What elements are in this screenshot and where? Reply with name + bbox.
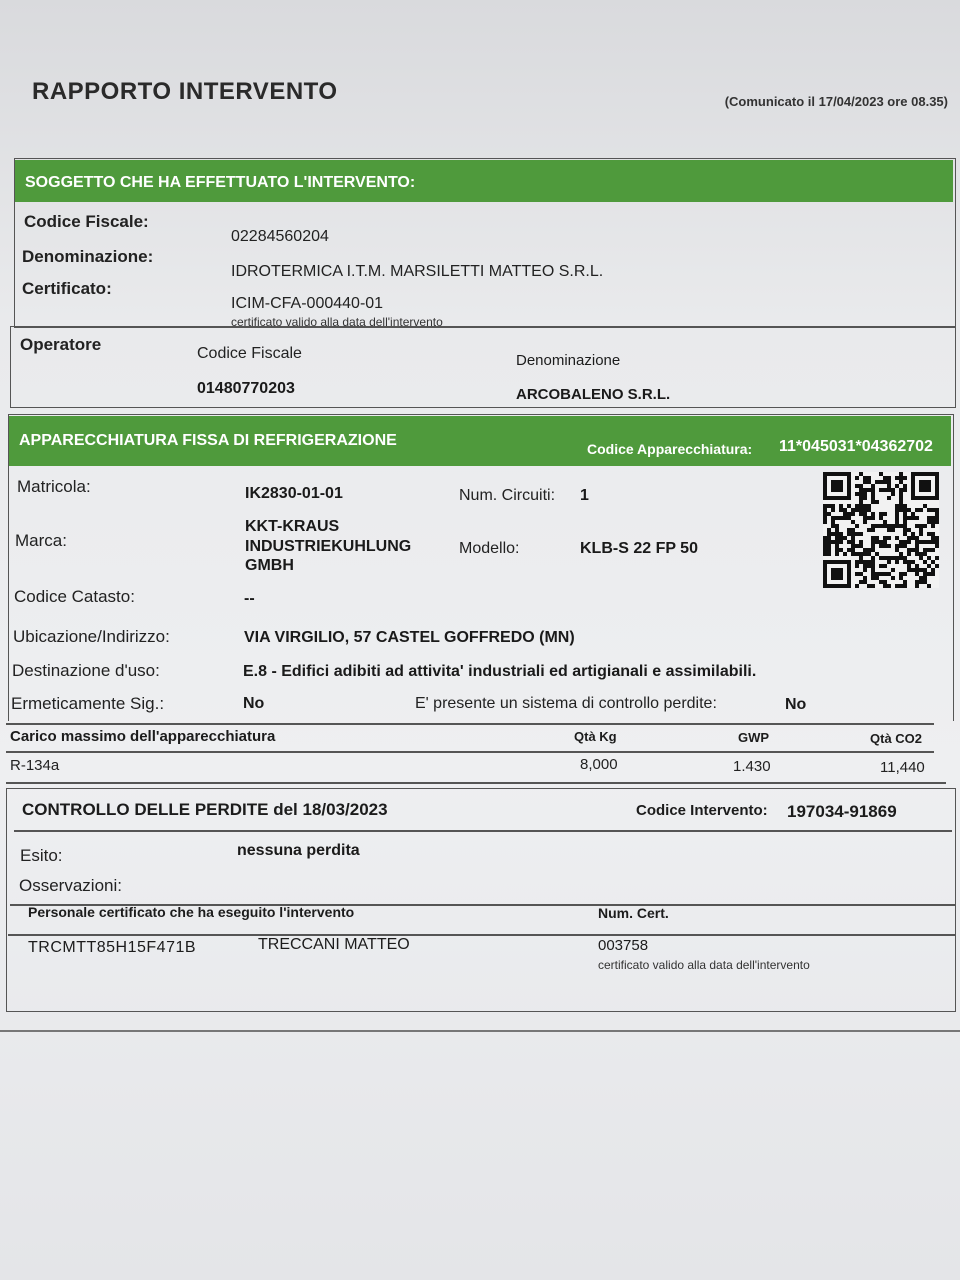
personale-cert-note: certificato valido alla data dell'intervento [598, 958, 810, 972]
equipment-code-label: Codice Apparecchiatura: [587, 441, 753, 457]
controllo-perdite-value: No [785, 696, 807, 713]
marca-line-2: INDUSTRIEKUHLUNG [245, 538, 412, 555]
operatore-box [10, 326, 956, 408]
carico-header-kg: Qtà Kg [574, 729, 617, 744]
cf-value: 02284560204 [231, 228, 329, 245]
page-bottom-rule [0, 1030, 960, 1032]
carico-kg: 8,000 [580, 756, 618, 773]
subject-title: SOGGETTO CHE HA EFFETTUATO L'INTERVENTO: [25, 174, 416, 191]
carico-header-co2: Qtà CO2 [870, 731, 923, 746]
communicated-date: (Comunicato il 17/04/2023 ore 08.35) [724, 94, 948, 109]
ubicazione-value: VIA VIRGILIO, 57 CASTEL GOFFREDO (MN) [244, 629, 575, 646]
equipment-title: APPARECCHIATURA FISSA DI REFRIGERAZIONE [19, 432, 397, 449]
controllo-title: CONTROLLO DELLE PERDITE del 18/03/2023 [22, 800, 388, 819]
catasto-label: Codice Catasto: [14, 587, 135, 606]
esito-value: nessuna perdita [237, 842, 360, 859]
circuiti-label: Num. Circuiti: [459, 487, 556, 504]
carico-top-rule [6, 723, 934, 725]
equipment-header [9, 416, 951, 466]
qr-code [820, 472, 942, 588]
certificato-label: Certificato: [22, 279, 112, 298]
personale-num-cert: 003758 [598, 937, 649, 954]
carico-bottom-rule [6, 782, 946, 784]
num-cert-header: Num. Cert. [598, 905, 669, 921]
destinazione-label: Destinazione d'uso: [12, 661, 160, 680]
carico-gwp: 1.430 [733, 758, 771, 775]
carico-gas: R-134a [10, 757, 60, 774]
marca-line-3: GMBH [245, 557, 294, 574]
operatore-label: Operatore [20, 335, 102, 354]
subject-header [15, 160, 953, 202]
certificato-value: ICIM-CFA-000440-01 [231, 295, 384, 312]
esito-label: Esito: [20, 846, 63, 865]
marca-label: Marca: [15, 531, 67, 550]
osservazioni-label: Osservazioni: [19, 876, 122, 895]
certificato-note: certificato valido alla data dell'intervento [231, 315, 443, 329]
operatore-den-label: Denominazione [516, 352, 621, 369]
controllo-perdite-label: E' presente un sistema di controllo perdite: [415, 695, 717, 712]
matricola-label: Matricola: [17, 477, 91, 496]
controllo-title-rule [14, 830, 952, 832]
personale-header-rule [8, 934, 956, 936]
destinazione-value: E.8 - Edifici adibiti ad attivita' industriali ed artigianali e assimilabili. [243, 663, 757, 680]
carico-header-gwp: GWP [738, 730, 770, 745]
equipment-code: 11*045031*04362702 [779, 438, 933, 455]
personale-name: TRECCANI MATTEO [258, 936, 410, 953]
cf-label: Codice Fiscale: [24, 212, 149, 231]
intervento-code: 197034-91869 [787, 802, 897, 821]
operatore-den: ARCOBALENO S.R.L. [516, 386, 671, 403]
carico-header-rule [6, 751, 934, 753]
report-title: RAPPORTO INTERVENTO [32, 78, 338, 105]
carico-co2: 11,440 [880, 759, 925, 776]
personale-header: Personale certificato che ha eseguito l'intervento [28, 904, 355, 920]
ermetica-value: No [243, 695, 265, 712]
denominazione-label: Denominazione: [22, 247, 154, 266]
modello-label: Modello: [459, 540, 520, 557]
matricola-value: IK2830-01-01 [245, 485, 343, 502]
catasto-value: -- [244, 590, 255, 607]
intervento-code-label: Codice Intervento: [636, 802, 768, 819]
ermetica-label: Ermeticamente Sig.: [11, 694, 165, 713]
personale-cf: TRCMTT85H15F471B [28, 939, 197, 956]
marca-line-1: KKT-KRAUS [245, 518, 340, 535]
denominazione-value: IDROTERMICA I.T.M. MARSILETTI MATTEO S.R.L. [231, 263, 604, 280]
operatore-cf: 01480770203 [197, 380, 295, 397]
operatore-cf-label: Codice Fiscale [197, 345, 302, 362]
carico-header-label: Carico massimo dell'apparecchiatura [10, 728, 276, 745]
circuiti-value: 1 [580, 487, 589, 504]
modello-value: KLB-S 22 FP 50 [580, 540, 698, 557]
ubicazione-label: Ubicazione/Indirizzo: [13, 627, 170, 646]
